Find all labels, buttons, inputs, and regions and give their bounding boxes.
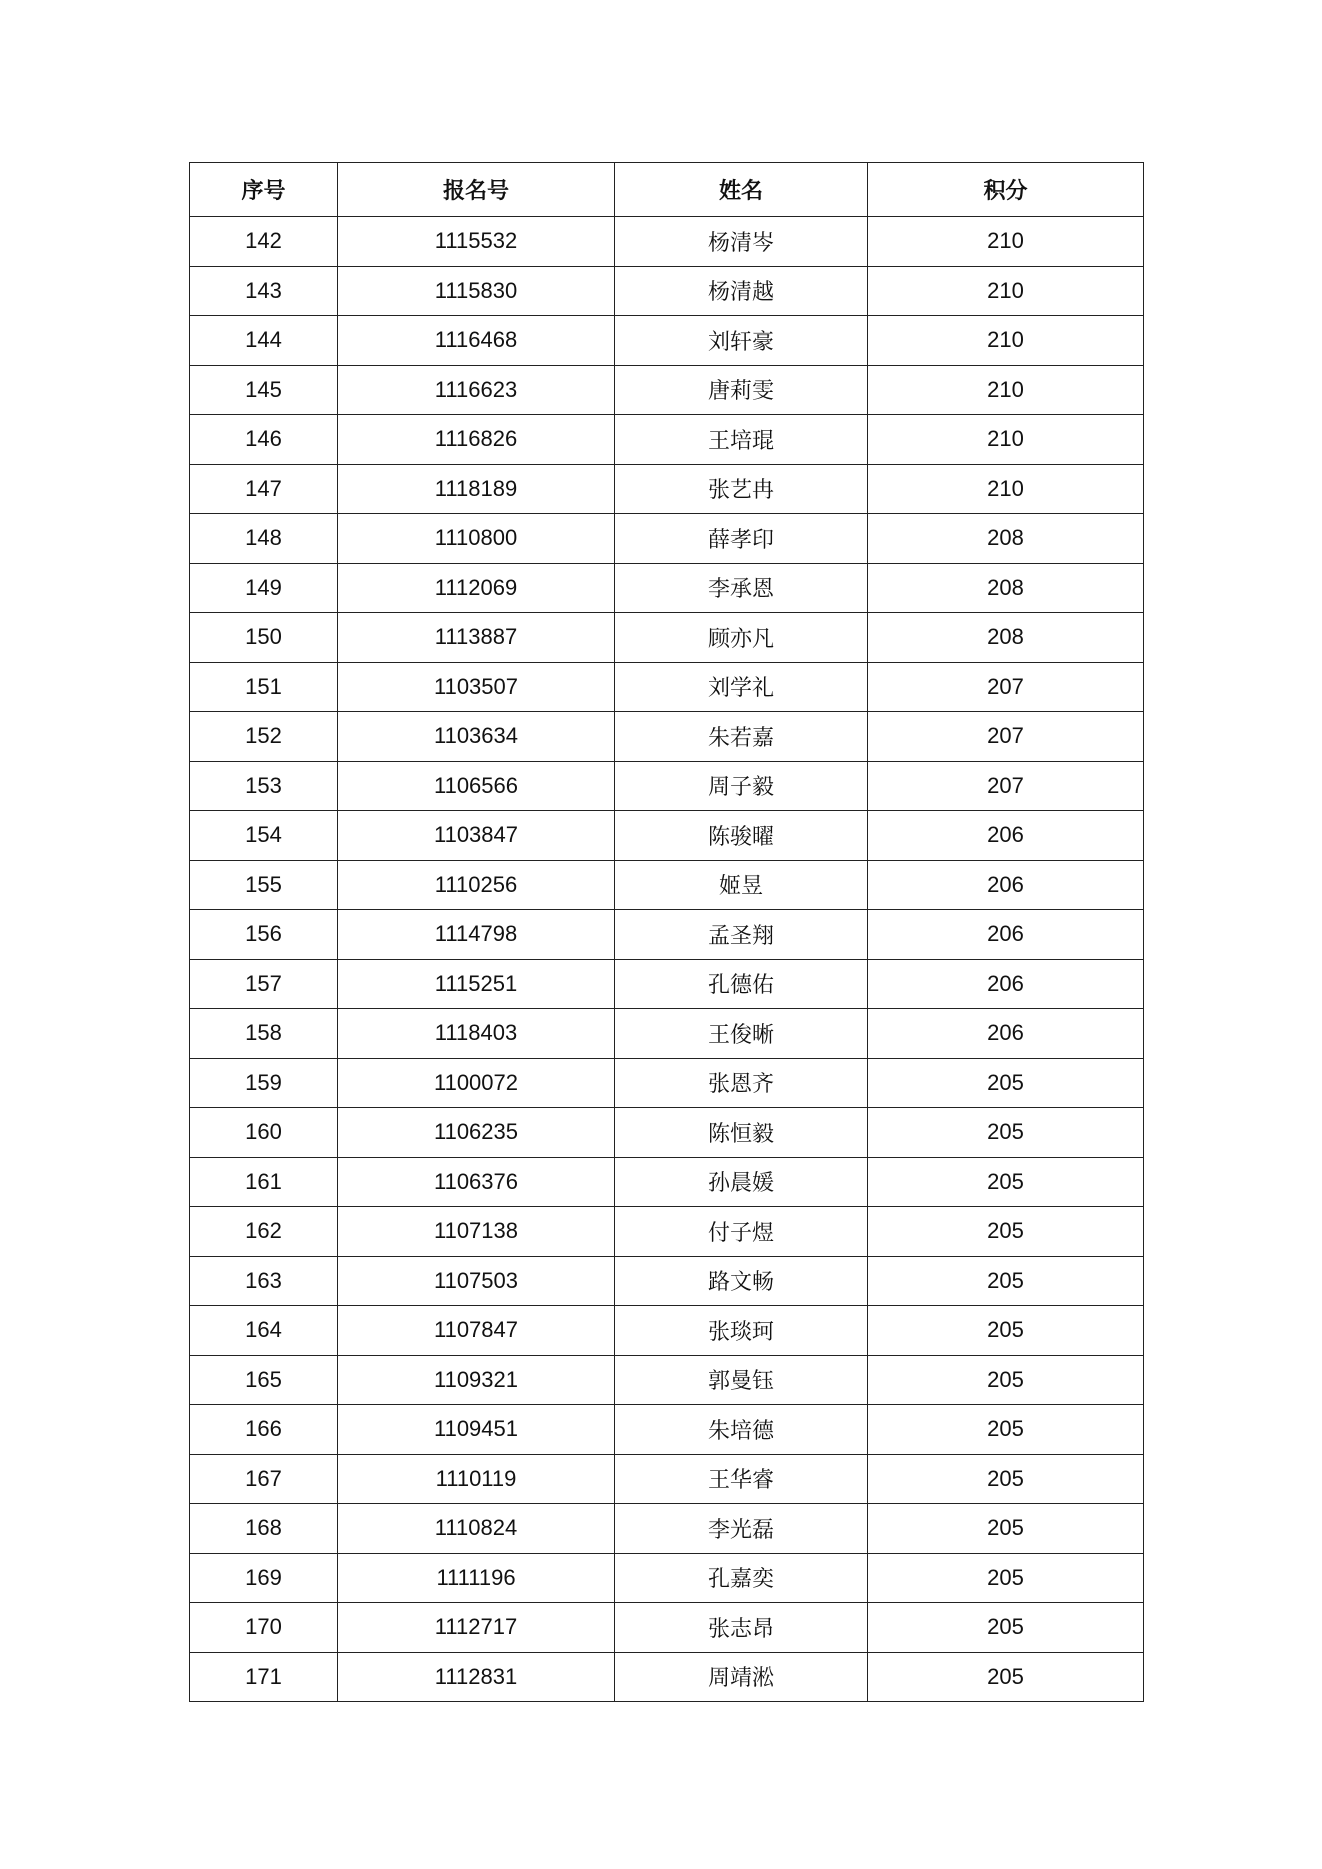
registration-number-cell: 1115251 <box>338 959 615 1009</box>
points-cell: 210 <box>868 316 1144 366</box>
name-cell: 李光磊 <box>615 1504 868 1554</box>
registration-number-cell: 1106376 <box>338 1157 615 1207</box>
points-cell: 205 <box>868 1306 1144 1356</box>
serial-number-cell: 145 <box>190 365 338 415</box>
serial-number-cell: 169 <box>190 1553 338 1603</box>
points-cell: 206 <box>868 910 1144 960</box>
points-cell: 205 <box>868 1504 1144 1554</box>
points-cell: 210 <box>868 415 1144 465</box>
table-row <box>190 1553 1144 1603</box>
registration-number-cell: 1118403 <box>338 1009 615 1059</box>
points-cell: 205 <box>868 1553 1144 1603</box>
name-cell: 刘学礼 <box>615 662 868 712</box>
registration-number-cell: 1116468 <box>338 316 615 366</box>
registration-number-cell: 1111196 <box>338 1553 615 1603</box>
table-row <box>190 563 1144 613</box>
table-body <box>190 217 1144 1702</box>
table-header-row <box>190 163 1144 217</box>
registration-number-cell: 1110824 <box>338 1504 615 1554</box>
name-cell: 张艺冉 <box>615 464 868 514</box>
registration-number-cell: 1114798 <box>338 910 615 960</box>
serial-number-cell: 153 <box>190 761 338 811</box>
points-cell: 206 <box>868 860 1144 910</box>
registration-number-cell: 1112069 <box>338 563 615 613</box>
table-row <box>190 266 1144 316</box>
name-cell: 王俊晰 <box>615 1009 868 1059</box>
name-cell: 姬昱 <box>615 860 868 910</box>
header-registration-number: 报名号 <box>338 163 615 217</box>
serial-number-cell: 170 <box>190 1603 338 1653</box>
name-cell: 付子煜 <box>615 1207 868 1257</box>
table-row <box>190 1207 1144 1257</box>
table-row <box>190 1256 1144 1306</box>
points-cell: 210 <box>868 365 1144 415</box>
table-row <box>190 415 1144 465</box>
serial-number-cell: 155 <box>190 860 338 910</box>
name-cell: 刘轩豪 <box>615 316 868 366</box>
table-row <box>190 1405 1144 1455</box>
registration-number-cell: 1116826 <box>338 415 615 465</box>
points-cell: 207 <box>868 761 1144 811</box>
name-cell: 薛孝印 <box>615 514 868 564</box>
points-cell: 210 <box>868 266 1144 316</box>
serial-number-cell: 143 <box>190 266 338 316</box>
serial-number-cell: 163 <box>190 1256 338 1306</box>
table-row <box>190 1009 1144 1059</box>
table-row <box>190 464 1144 514</box>
name-cell: 郭曼钰 <box>615 1355 868 1405</box>
points-cell: 207 <box>868 712 1144 762</box>
table-row <box>190 1058 1144 1108</box>
table-row <box>190 613 1144 663</box>
serial-number-cell: 166 <box>190 1405 338 1455</box>
table-row <box>190 959 1144 1009</box>
name-cell: 顾亦凡 <box>615 613 868 663</box>
points-cell: 205 <box>868 1603 1144 1653</box>
serial-number-cell: 164 <box>190 1306 338 1356</box>
table-row <box>190 1652 1144 1702</box>
table-row <box>190 1355 1144 1405</box>
registration-number-cell: 1115532 <box>338 217 615 267</box>
table-row <box>190 1603 1144 1653</box>
serial-number-cell: 168 <box>190 1504 338 1554</box>
table-row <box>190 365 1144 415</box>
points-cell: 205 <box>868 1355 1144 1405</box>
table-row <box>190 811 1144 861</box>
serial-number-cell: 161 <box>190 1157 338 1207</box>
serial-number-cell: 157 <box>190 959 338 1009</box>
serial-number-cell: 152 <box>190 712 338 762</box>
table-row <box>190 1306 1144 1356</box>
name-cell: 张琰珂 <box>615 1306 868 1356</box>
registration-number-cell: 1115830 <box>338 266 615 316</box>
registration-number-cell: 1113887 <box>338 613 615 663</box>
serial-number-cell: 165 <box>190 1355 338 1405</box>
points-cell: 205 <box>868 1256 1144 1306</box>
registration-number-cell: 1116623 <box>338 365 615 415</box>
serial-number-cell: 162 <box>190 1207 338 1257</box>
table-row <box>190 514 1144 564</box>
table-row <box>190 712 1144 762</box>
registration-number-cell: 1106566 <box>338 761 615 811</box>
serial-number-cell: 171 <box>190 1652 338 1702</box>
points-cell: 205 <box>868 1652 1144 1702</box>
name-cell: 杨清岑 <box>615 217 868 267</box>
points-cell: 205 <box>868 1405 1144 1455</box>
name-cell: 杨清越 <box>615 266 868 316</box>
name-cell: 王培琨 <box>615 415 868 465</box>
points-cell: 206 <box>868 811 1144 861</box>
table-row <box>190 761 1144 811</box>
table-row <box>190 860 1144 910</box>
name-cell: 孙晨媛 <box>615 1157 868 1207</box>
header-name: 姓名 <box>615 163 868 217</box>
header-serial-number: 序号 <box>190 163 338 217</box>
serial-number-cell: 159 <box>190 1058 338 1108</box>
registration-number-cell: 1109451 <box>338 1405 615 1455</box>
name-cell: 孟圣翔 <box>615 910 868 960</box>
serial-number-cell: 151 <box>190 662 338 712</box>
table-row <box>190 1504 1144 1554</box>
registration-number-cell: 1112831 <box>338 1652 615 1702</box>
table-row <box>190 1157 1144 1207</box>
points-cell: 205 <box>868 1207 1144 1257</box>
registration-number-cell: 1107847 <box>338 1306 615 1356</box>
table-row <box>190 217 1144 267</box>
registration-number-cell: 1107138 <box>338 1207 615 1257</box>
registration-number-cell: 1107503 <box>338 1256 615 1306</box>
serial-number-cell: 158 <box>190 1009 338 1059</box>
points-cell: 208 <box>868 514 1144 564</box>
name-cell: 朱培德 <box>615 1405 868 1455</box>
table-row <box>190 662 1144 712</box>
table-row <box>190 1454 1144 1504</box>
name-cell: 陈骏曜 <box>615 811 868 861</box>
name-cell: 王华睿 <box>615 1454 868 1504</box>
points-cell: 208 <box>868 613 1144 663</box>
registration-number-cell: 1103847 <box>338 811 615 861</box>
registration-number-cell: 1110256 <box>338 860 615 910</box>
name-cell: 孔德佑 <box>615 959 868 1009</box>
serial-number-cell: 144 <box>190 316 338 366</box>
registration-number-cell: 1110119 <box>338 1454 615 1504</box>
serial-number-cell: 149 <box>190 563 338 613</box>
name-cell: 朱若嘉 <box>615 712 868 762</box>
serial-number-cell: 146 <box>190 415 338 465</box>
name-cell: 张恩齐 <box>615 1058 868 1108</box>
points-cell: 205 <box>868 1058 1144 1108</box>
registration-number-cell: 1103507 <box>338 662 615 712</box>
serial-number-cell: 160 <box>190 1108 338 1158</box>
table-row <box>190 1108 1144 1158</box>
serial-number-cell: 147 <box>190 464 338 514</box>
points-cell: 206 <box>868 1009 1144 1059</box>
points-cell: 205 <box>868 1108 1144 1158</box>
name-cell: 唐莉雯 <box>615 365 868 415</box>
serial-number-cell: 154 <box>190 811 338 861</box>
registration-number-cell: 1106235 <box>338 1108 615 1158</box>
points-cell: 205 <box>868 1157 1144 1207</box>
serial-number-cell: 156 <box>190 910 338 960</box>
registration-number-cell: 1100072 <box>338 1058 615 1108</box>
name-cell: 李承恩 <box>615 563 868 613</box>
registration-number-cell: 1112717 <box>338 1603 615 1653</box>
name-cell: 张志昂 <box>615 1603 868 1653</box>
name-cell: 周靖淞 <box>615 1652 868 1702</box>
table-row <box>190 910 1144 960</box>
registration-number-cell: 1103634 <box>338 712 615 762</box>
registration-number-cell: 1118189 <box>338 464 615 514</box>
serial-number-cell: 167 <box>190 1454 338 1504</box>
points-cell: 208 <box>868 563 1144 613</box>
name-cell: 周子毅 <box>615 761 868 811</box>
points-cell: 210 <box>868 217 1144 267</box>
serial-number-cell: 148 <box>190 514 338 564</box>
name-cell: 路文畅 <box>615 1256 868 1306</box>
points-cell: 206 <box>868 959 1144 1009</box>
registration-number-cell: 1109321 <box>338 1355 615 1405</box>
name-cell: 陈恒毅 <box>615 1108 868 1158</box>
header-points: 积分 <box>868 163 1144 217</box>
points-cell: 205 <box>868 1454 1144 1504</box>
points-cell: 210 <box>868 464 1144 514</box>
table-row <box>190 316 1144 366</box>
serial-number-cell: 150 <box>190 613 338 663</box>
points-cell: 207 <box>868 662 1144 712</box>
name-cell: 孔嘉奕 <box>615 1553 868 1603</box>
score-table <box>189 162 1144 1702</box>
registration-number-cell: 1110800 <box>338 514 615 564</box>
serial-number-cell: 142 <box>190 217 338 267</box>
